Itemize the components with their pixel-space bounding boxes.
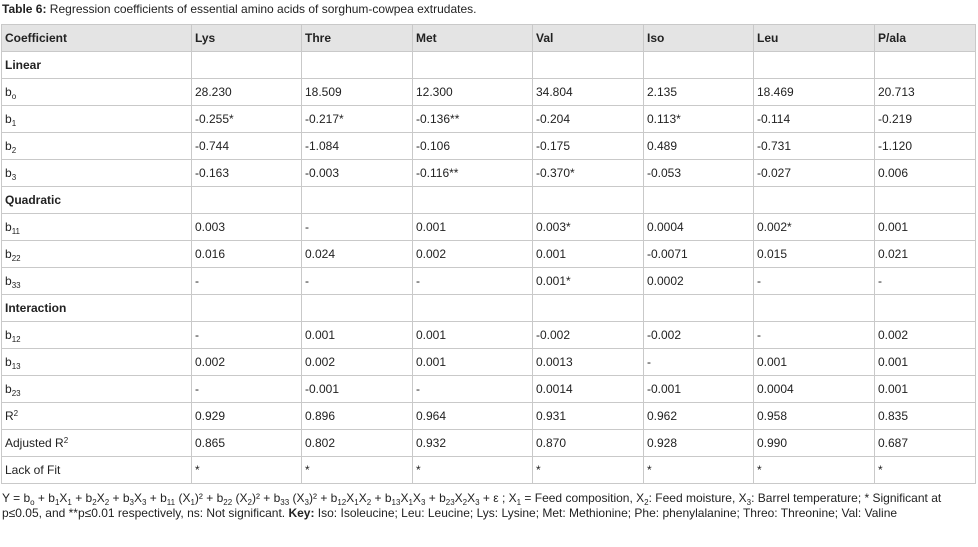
table-row (2, 241, 976, 268)
table-cell: 0.003* (533, 214, 644, 241)
table-cell: - (413, 268, 533, 295)
table-cell: -0.217* (302, 106, 413, 133)
table-cell: - (192, 268, 302, 295)
table-cell (754, 187, 875, 214)
footnote-fragment: 1 (354, 498, 359, 507)
table-cell: 0.006 (875, 160, 976, 187)
table-cell: 0.001 (302, 322, 413, 349)
footnote-fragment: X (346, 491, 355, 505)
row-label: $b_{13}$ (2, 349, 192, 376)
table-cell: 0.929 (192, 403, 302, 430)
row-label: $b_{12}$ (2, 322, 192, 349)
table-cell (302, 52, 413, 79)
row-label: Linear (2, 52, 192, 79)
table-row (2, 106, 976, 133)
table-cell: -0.136** (413, 106, 533, 133)
table-cell: -0.255* (192, 106, 302, 133)
footnote-fragment: X (96, 491, 105, 505)
table-cell: 28.230 (192, 79, 302, 106)
footnote-fragment: )² + b (309, 491, 338, 505)
table-cell: 0.001 (413, 322, 533, 349)
table-cell: * (413, 457, 533, 484)
footnote-fragment: + b (146, 491, 167, 505)
column-header: Iso (644, 25, 754, 52)
row-label: $b_{11}$ (2, 214, 192, 241)
column-header: Met (413, 25, 533, 52)
table-cell (192, 295, 302, 322)
table-cell (644, 295, 754, 322)
footnote-fragment: + b (371, 491, 392, 505)
table-cell (413, 52, 533, 79)
footnote-fragment: X (358, 491, 367, 505)
table-row (2, 79, 976, 106)
table-cell: 0.0004 (644, 214, 754, 241)
footnote-fragment: = Feed composition, X (521, 491, 645, 505)
footnote-fragment: X (467, 491, 476, 505)
row-label: Quadratic (2, 187, 192, 214)
table-cell (533, 187, 644, 214)
table-cell: - (754, 322, 875, 349)
footnote-fragment: (X (175, 491, 191, 505)
section-row (2, 187, 976, 214)
table-row (2, 376, 976, 403)
table-cell (192, 187, 302, 214)
table-cell (754, 295, 875, 322)
table-cell: 12.300 (413, 79, 533, 106)
footnote-fragment: 2 (104, 498, 110, 507)
table-cell (302, 295, 413, 322)
footnote-fragment: 2 (462, 498, 468, 507)
table-cell: 0.002* (754, 214, 875, 241)
footnote-fragment: 3 (129, 498, 134, 507)
table-cell: 0.021 (875, 241, 976, 268)
row-label: Lack of Fit (2, 457, 192, 484)
table-row (2, 457, 976, 484)
table-cell: -0.003 (302, 160, 413, 187)
section-row (2, 295, 976, 322)
table-cell: -0.114 (754, 106, 875, 133)
section-row (2, 52, 976, 79)
table-cell: 0.002 (302, 349, 413, 376)
table-cell: - (302, 214, 413, 241)
footnote-fragment: Y = b (2, 491, 31, 505)
footnote-fragment: 3 (475, 498, 480, 507)
table-cell: - (192, 376, 302, 403)
table-cell: 0.931 (533, 403, 644, 430)
footnote-fragment: )² + b (194, 491, 224, 505)
row-label: $b_2$ (2, 133, 192, 160)
table-cell: - (413, 376, 533, 403)
table-cell: 0.001* (533, 268, 644, 295)
table-cell: 0.0013 (533, 349, 644, 376)
table-cell: 0.932 (413, 430, 533, 457)
footnote-fragment: 1 (408, 498, 413, 507)
footnote-fragment: 23 (445, 498, 455, 507)
table-cell: 0.0002 (644, 268, 754, 295)
table-cell: 0.687 (875, 430, 976, 457)
caption-text: Regression coefficients of essential amino acids of sorghum-cowpea extrudates. (46, 2, 477, 16)
row-label: $b_3$ (2, 160, 192, 187)
table-cell: - (192, 322, 302, 349)
table-cell: 0.835 (875, 403, 976, 430)
table-cell: -0.027 (754, 160, 875, 187)
table-cell: 0.015 (754, 241, 875, 268)
table-cell: 0.0004 (754, 376, 875, 403)
row-label: $b_{23}$ (2, 376, 192, 403)
footnote-fragment: 3 (141, 498, 147, 507)
footnote-fragment: 2 (644, 498, 649, 507)
table-cell: 0.003 (192, 214, 302, 241)
table-cell: * (302, 457, 413, 484)
table-row (2, 322, 976, 349)
table-cell: -0.731 (754, 133, 875, 160)
footnote-fragment: Key: (288, 506, 315, 520)
table-cell: -0.219 (875, 106, 976, 133)
table-cell: 0.001 (413, 214, 533, 241)
table-cell (875, 295, 976, 322)
column-header: Thre (302, 25, 413, 52)
table-cell: -0.002 (533, 322, 644, 349)
table-cell: 0.489 (644, 133, 754, 160)
footnote-fragment: 33 (280, 498, 290, 507)
footnote-fragment: + b (425, 491, 446, 505)
row-label: Interaction (2, 295, 192, 322)
table-row (2, 160, 976, 187)
row-label: $b_o$ (2, 79, 192, 106)
table-cell: 0.958 (754, 403, 875, 430)
table-cell: -0.001 (302, 376, 413, 403)
table-cell: -0.204 (533, 106, 644, 133)
table-cell (302, 187, 413, 214)
table-cell (533, 52, 644, 79)
footnote-fragment: 2 (92, 498, 97, 507)
table-cell: 20.713 (875, 79, 976, 106)
footnote-fragment: 1 (190, 498, 195, 507)
table-cell: -0.053 (644, 160, 754, 187)
footnote-fragment: : Barrel temperature; * Significant at p≤0.05, and **p≤0.01 respectively, ns: Not significant. (2, 491, 942, 520)
table-cell: 0.001 (533, 241, 644, 268)
table-cell: 0.928 (644, 430, 754, 457)
footnote-fragment: 12 (337, 498, 347, 507)
table-cell: 0.870 (533, 430, 644, 457)
table-cell: * (754, 457, 875, 484)
table-row (2, 349, 976, 376)
table-cell: 0.113* (644, 106, 754, 133)
table-cell: 0.001 (875, 349, 976, 376)
table-cell: 0.896 (302, 403, 413, 430)
table-cell: 0.016 (192, 241, 302, 268)
table-cell: 0.802 (302, 430, 413, 457)
footnote-fragment: 2 (247, 498, 252, 507)
table-cell: * (533, 457, 644, 484)
table-cell: 0.001 (754, 349, 875, 376)
table-cell: 0.865 (192, 430, 302, 457)
footnote-fragment: + b (71, 491, 93, 505)
table-cell: 0.001 (875, 376, 976, 403)
table-footnote (2, 491, 972, 521)
table-row (2, 268, 976, 295)
column-header: Lys (192, 25, 302, 52)
table-cell (533, 295, 644, 322)
table-cell: -0.106 (413, 133, 533, 160)
table-cell: 2.135 (644, 79, 754, 106)
table-cell: -0.002 (644, 322, 754, 349)
table-cell (754, 52, 875, 79)
footnote-fragment: 3 (420, 498, 426, 507)
row-label: $b_{22}$ (2, 241, 192, 268)
footnote-fragment: X (133, 491, 142, 505)
table-cell: -0.175 (533, 133, 644, 160)
table-cell: -0.163 (192, 160, 302, 187)
footnote-fragment: 3 (304, 498, 309, 507)
footnote-fragment: X (59, 491, 68, 505)
table-cell (644, 52, 754, 79)
regression-table (1, 24, 976, 484)
table-cell (875, 187, 976, 214)
table-row (2, 403, 976, 430)
table-cell: - (644, 349, 754, 376)
footnote-fragment: 1 (67, 498, 72, 507)
footnote-fragment: (X (289, 491, 305, 505)
footnote-fragment: + b (109, 491, 130, 505)
column-header: Coefficient (2, 25, 192, 52)
table-cell: -0.744 (192, 133, 302, 160)
footnote-fragment: + ε ; X (479, 491, 517, 505)
table-cell (413, 295, 533, 322)
table-cell: 0.990 (754, 430, 875, 457)
column-header: Val (533, 25, 644, 52)
table-row (2, 133, 976, 160)
table-cell: 18.509 (302, 79, 413, 106)
footnote-fragment: + b (34, 491, 55, 505)
table-cell: 0.002 (192, 349, 302, 376)
footnote-fragment: : Feed moisture, X (648, 491, 747, 505)
table-cell: 34.804 (533, 79, 644, 106)
footnote-fragment: 22 (223, 498, 233, 507)
table-cell (413, 187, 533, 214)
table-cell: -0.0071 (644, 241, 754, 268)
footnote-fragment: 11 (166, 498, 176, 507)
table-cell (644, 187, 754, 214)
table-cell: -0.001 (644, 376, 754, 403)
table-cell: -1.084 (302, 133, 413, 160)
column-header: Leu (754, 25, 875, 52)
footnote-fragment: 3 (746, 498, 752, 507)
footnote-fragment: 1 (54, 498, 60, 507)
table-cell: - (302, 268, 413, 295)
footnote-fragment: o (30, 498, 35, 507)
table-caption (2, 1, 476, 17)
table-cell: 0.962 (644, 403, 754, 430)
footnote-fragment: 2 (366, 498, 372, 507)
footnote-fragment: X (454, 491, 463, 505)
footnote-fragment: X (412, 491, 421, 505)
table-cell: 0.002 (875, 322, 976, 349)
table-cell: * (192, 457, 302, 484)
table-cell: -1.120 (875, 133, 976, 160)
table-cell (875, 52, 976, 79)
column-header: P/ala (875, 25, 976, 52)
row-label: Adjusted $R^2$ (2, 430, 192, 457)
table-cell: * (875, 457, 976, 484)
caption-label: Table 6: (2, 2, 47, 16)
table-cell: 0.0014 (533, 376, 644, 403)
footnote-fragment: X (400, 491, 409, 505)
table-cell: * (644, 457, 754, 484)
footnote-fragment: Iso: Isoleucine; Leu: Leucine; Lys: Lysine; Met: Methionine; Phe: phenylalanine; Threo: Threonine; Val: Valine (314, 506, 898, 520)
table-row (2, 430, 976, 457)
table-cell (192, 52, 302, 79)
table-cell: 18.469 (754, 79, 875, 106)
table-cell: -0.116** (413, 160, 533, 187)
footnote-fragment: 13 (391, 498, 401, 507)
table-cell: 0.964 (413, 403, 533, 430)
row-label: $R^2$ (2, 403, 192, 430)
table-cell: 0.001 (413, 349, 533, 376)
table-cell: 0.002 (413, 241, 533, 268)
table-row (2, 214, 976, 241)
row-label: $b_{33}$ (2, 268, 192, 295)
footnote-fragment: )² + b (251, 491, 281, 505)
table-cell: -0.370* (533, 160, 644, 187)
table-cell: 0.001 (875, 214, 976, 241)
table-cell: - (754, 268, 875, 295)
table-cell: 0.024 (302, 241, 413, 268)
footnote-fragment: (X (232, 491, 248, 505)
table-cell: - (875, 268, 976, 295)
header-row (2, 25, 976, 52)
footnote-fragment: 1 (516, 498, 522, 507)
row-label: $b_1$ (2, 106, 192, 133)
